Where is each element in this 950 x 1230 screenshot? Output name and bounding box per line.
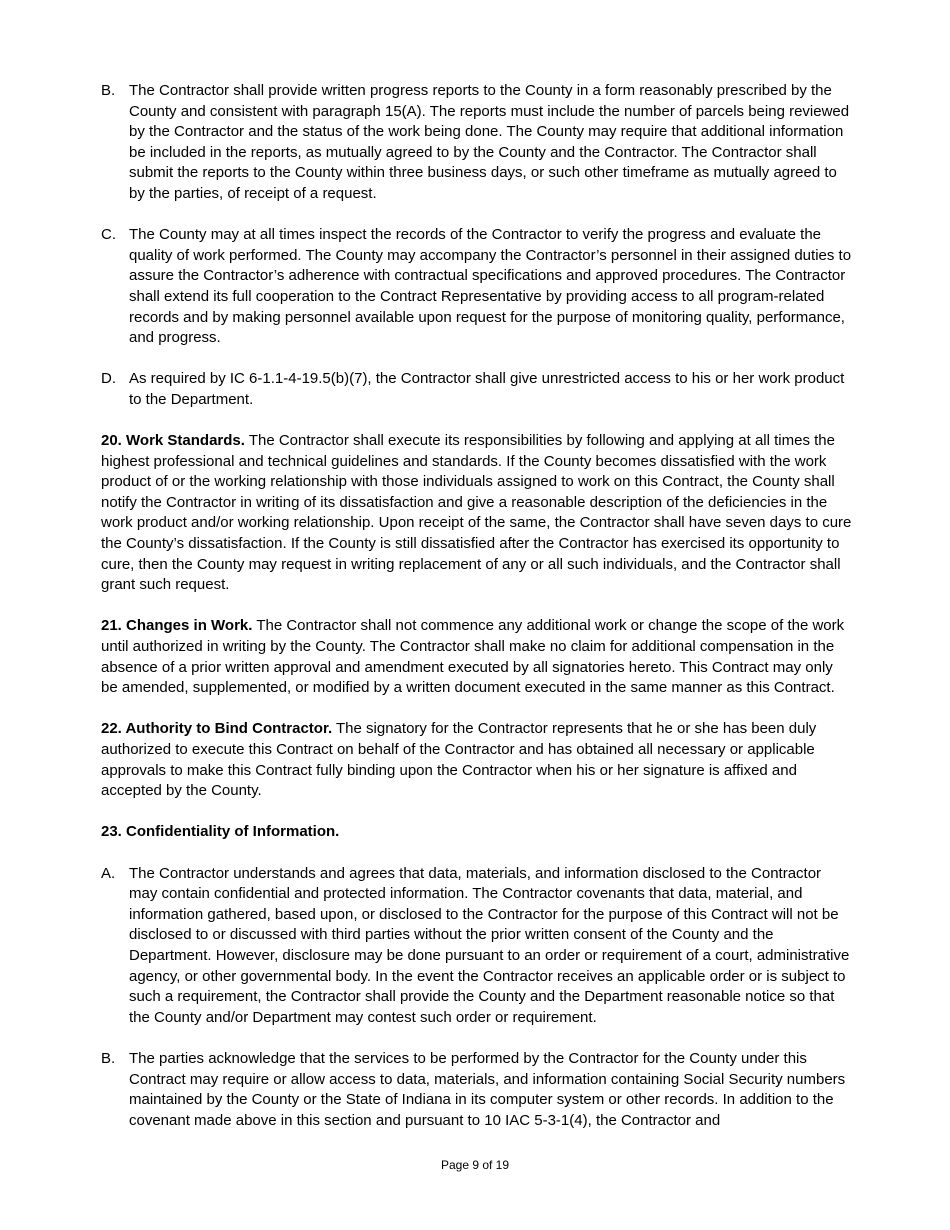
section-heading: 23. Confidentiality of Information. [101,823,340,841]
section-text: The signatory for the Contractor represents that he or she has been duly authorized to execute this Contract on behalf of the Contractor and has obtained all necessary or applicable approvals to make this Contract fully binding upon the Contractor when his or her signature is affixed and accepted by the County. [101,720,817,800]
list-item-letter: A. [101,864,116,882]
list-item-d [101,369,853,410]
list-item-letter: D. [101,370,116,388]
section-heading: 22. Authority to Bind Contractor. [101,720,333,738]
list-item-text: As required by IC 6-1.1-4-19.5(b)(7), the Contractor shall give unrestricted access to his or her work product to the Department. [129,370,845,408]
list-item-text: The parties acknowledge that the services to be performed by the Contractor for the County under this Contract may require or allow access to data, materials, and information containing Social Security numbers maintained by the County or the State of Indiana in its computer system or other records. In addition to the covenant made above in this section and pursuant to 10 IAC 5-3-1(4), the Contractor and [129,1049,846,1129]
page-body [101,81,853,1152]
section-confidentiality [101,822,853,843]
page-number: Page 9 of 19 [440,1158,510,1172]
section-work-standards [101,431,853,596]
section-heading: 21. Changes in Work. [101,617,253,635]
list-item-text: The Contractor shall provide written progress reports to the County in a form reasonably prescribed by the County and consistent with paragraph 15(A). The reports must include the number of parcels being reviewed by the Contractor and the status of the work being done. The County may require that additional information be included in the reports, as mutually agreed to by the County and the Contractor. The Contractor shall submit the reports to the County within three business days, or such other timeframe as mutually agreed to by the parties, of receipt of a request. [129,82,850,202]
section-text: The Contractor shall not commence any additional work or change the scope of the work until authorized in writing by the County. The Contractor shall make no claim for additional compensation in the absence of a prior written approval and amendment executed by all signatories hereto. This Contract may only be amended, supplemented, or modified by a written document executed in the same manner as this Contract. [101,617,845,697]
section-authority-to-bind [101,719,853,801]
list-item-text: The County may at all times inspect the records of the Contractor to verify the progress and evaluate the quality of work performed. The County may accompany the Contractor’s personnel in their assigned duties to assure the Contractor’s adherence with contractual specifications and approved procedures. The Contractor shall extend its full cooperation to the Contract Representative by providing access to all program-related records and by making personnel available upon request for the purpose of monitoring quality, performance, and progress. [129,226,852,347]
section-changes-in-work [101,616,853,698]
list-item-a [101,864,853,1029]
list-item-letter: B. [101,82,116,99]
section-text: The Contractor shall execute its responsibilities by following and applying at all times the highest professional and technical guidelines and standards. If the County becomes dissatisfied with the work product of or the working relationship with those individuals assigned to work on this Contract, the County shall notify the Contractor in writing of its dissatisfaction and give a reasonable description of the deficiencies in the work product and/or working relationship. Upon receipt of the same, the Contractor shall have seven days to cure the County’s dissatisfaction. If the County is still dissatisfied after the Contractor has exercised its opportunity to cure, then the County may request in writing replacement of any or all such individuals, and the Contractor shall grant such request. [101,432,852,594]
list-item-letter: C. [101,226,116,244]
list-item-b-confidentiality [101,1049,853,1131]
section-heading: 20. Work Standards. [101,432,245,450]
list-item-letter: B. [101,1049,116,1067]
list-item-b [101,81,853,205]
list-item-c [101,225,853,349]
list-item-text: The Contractor understands and agrees that data, materials, and information disclosed to the Contractor may contain confidential and protected information. The Contractor covenants that data, material, and information gathered, based upon, or disclosed to the Contractor for the purpose of this Contract will not be disclosed to or discussed with third parties without the prior written consent of the County and the Department. However, disclosure may be done pursuant to an order or requirement of a court, administrative agency, or other governmental body. In the event the Contractor receives an applicable order or is subject to such a requirement, the Contractor shall provide the County and the Department reasonable notice so that the County and/or Department may contest such order or requirement. [129,864,850,1026]
